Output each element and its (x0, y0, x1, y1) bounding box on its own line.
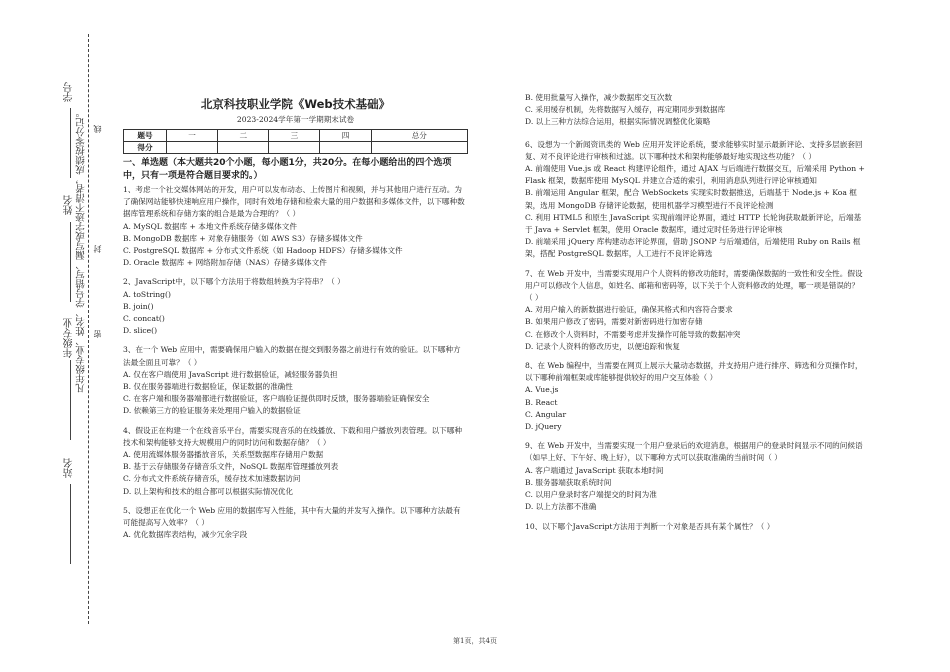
option[interactable]: A. 仅在客户端使用 JavaScript 进行数据验证，减轻服务器负担 (123, 369, 338, 379)
option[interactable]: C. PostgreSQL 数据库 + 分布式文件系统（如 Hadoop HDFS）存储多媒体文件 (123, 246, 403, 256)
score-cell: 一 (167, 130, 218, 142)
score-table (123, 129, 468, 154)
question-stem: 7、在 Web 开发中，当需要实现用户个人资料的修改功能时，需要确保数据的一致性和安全性。假设用户可以修改个人信息，如姓名、邮箱和密码等，以下关于个人资料修改的处理，哪一项是错误的？（ ） (525, 268, 863, 303)
option[interactable]: C. 以用户登录时客户端提交的时间为准 (525, 490, 657, 500)
option[interactable]: D. Oracle 数据库 + 网络附加存储（NAS）存储多媒体文件 (123, 258, 327, 268)
score-input-cell[interactable] (269, 142, 320, 154)
section-heading: 一、单选题（本大题共20个小题，每小题1分，共20分。在每小题给出的四个选项中，只有一项是符合题目要求的。） (123, 158, 452, 181)
option[interactable]: B. 服务器端获取系统时间 (525, 477, 612, 487)
option[interactable]: A. 优化数据库表结构，减少冗余字段 (123, 530, 248, 540)
option[interactable]: C. 利用 HTML5 和原生 JavaScript 实现前端评论界面，通过 HTTP 长轮询获取最新评论，后端基于 Java + Servlet 框架，使用 Oracle 数据库，通过定时任务进行评论审核 (525, 212, 862, 235)
question-3 (123, 344, 468, 417)
name-field[interactable] (70, 222, 71, 302)
name-label: 姓名 (64, 195, 75, 215)
question-7 (525, 268, 865, 353)
question-1 (123, 184, 468, 269)
option[interactable]: D. 前端采用 jQuery 库构建动态评论界面，借助 JSONP 与后端通信，后端使用 Ruby on Rails 框架，搭配 PostgreSQL 数据库，人工进行不良评论筛选 (525, 237, 861, 259)
option[interactable]: C. 在修改个人资料时，不需要考虑并发操作可能导致的数据冲突 (525, 329, 741, 339)
option[interactable]: B. 使用批量写入操作，减少数据库交互次数 (525, 93, 673, 102)
seal-mark-xian: 线 (93, 125, 102, 133)
question-stem: 1、考虑一个社交媒体网站的开发，用户可以发布动态、上传图片和视频，并与其他用户进行互动。为了确保网站能够快速响应用户操作，同时有效地存储和检索大量的用户数据和多媒体文件，以下哪种数据库管理系统和存储方案的组合是最为合理的？（ ） (123, 185, 465, 219)
score-cell: 二 (218, 130, 269, 142)
question-5-continued (525, 92, 865, 129)
student-id-field[interactable] (70, 108, 71, 178)
left-column (123, 96, 468, 541)
score-cell: 总分 (371, 130, 467, 142)
site-name-field[interactable] (70, 484, 71, 564)
question-stem: 3、在一个 Web 应用中，需要确保用户输入的数据在提交到服务器之前进行有效的验证。以下哪种方法最全面且可靠？（ ） (123, 345, 461, 367)
question-9 (525, 440, 865, 513)
option[interactable]: B. 仅在服务器端进行数据验证，保证数据的准确性 (123, 382, 293, 392)
score-table-score-row (124, 142, 468, 154)
option[interactable]: C. 在客户端和服务器端都进行数据验证，客户端验证提供即时反馈，服务器端验证确保安全 (123, 394, 430, 404)
student-id-label: 学号 (64, 82, 75, 102)
binding-notice: 凡年级专业、姓名、学号错写、漏写或字迹不清者，成绩按零分记。 (76, 108, 87, 393)
score-cell: 三 (269, 130, 320, 142)
option[interactable]: B. MongoDB 数据库 + 对象存储服务（如 AWS S3）存储多媒体文件 (123, 233, 363, 243)
option[interactable]: A. 前端使用 Vue.js 或 React 构建评论组件，通过 AJAX 与后端进行数据交互，后端采用 Python + Flask 框架，数据库使用 MySQL 并建立合适的索引，利用消息队列进行评论审核通知 (525, 164, 865, 186)
option[interactable]: C. 分布式文件系统存储音乐，缓存技术加速数据访问 (123, 474, 301, 484)
question-4 (123, 425, 468, 498)
exam-subtitle: 2023-2024学年第一学期期末试卷 (236, 115, 355, 124)
class-major-field[interactable] (70, 360, 71, 440)
question-10 (525, 521, 865, 533)
option[interactable]: B. 如果用户修改了密码，需要对新密码进行加密存储 (525, 317, 703, 327)
question-5 (123, 505, 468, 542)
question-stem: 5、设想正在优化一个 Web 应用的数据库写入性能，其中有大量的并发写入操作。以下哪种方法最有可能提高写入效率？（ ） (123, 505, 461, 528)
option[interactable]: C. concat() (123, 314, 165, 324)
option[interactable]: A. Vue.js (525, 385, 559, 395)
option[interactable]: A. 使用流媒体服务器播放音乐，关系型数据库存储用户数据 (123, 450, 324, 460)
score-input-cell[interactable] (320, 142, 371, 154)
option[interactable]: D. jQuery (525, 422, 562, 432)
option[interactable]: D. 以上方法都不准确 (525, 502, 597, 512)
exam-title: 北京科技职业学院《Web技术基础》 (200, 97, 391, 111)
option[interactable]: A. 客户端通过 JavaScript 获取本地时间 (525, 465, 664, 475)
option[interactable]: B. React (525, 397, 558, 407)
option[interactable]: D. 以上架构和技术的组合都可以根据实际情况优化 (123, 486, 294, 496)
question-stem: 2、JavaScript中，以下哪个方法用于将数组转换为字符串？（ ） (123, 277, 345, 287)
right-column (525, 92, 865, 533)
seal-dashed-line (88, 34, 89, 624)
option[interactable]: B. join() (123, 301, 154, 311)
option[interactable]: C. 采用缓存机制，先将数据写入缓存，再定期同步到数据库 (525, 105, 726, 115)
option[interactable]: A. toString() (123, 289, 171, 299)
score-table-header-row (124, 130, 468, 142)
question-stem: 10、以下哪个JavaScript方法用于判断一个对象是否具有某个属性？（ ） (525, 521, 775, 531)
option[interactable]: D. 记录个人资料的修改历史，以便追踪和恢复 (525, 341, 680, 351)
score-input-cell[interactable] (218, 142, 269, 154)
question-stem: 8、在 Web 编程中，当需要在网页上展示大量动态数据，并支持用户进行排序、筛选和分页操作时，以下哪种前端框架或库能够提供较好的用户交互体验（ ） (525, 361, 863, 383)
seal-mark-feng: 封 (93, 245, 102, 253)
option[interactable]: D. 以上三种方法综合运用，根据实际情况调整优化策略 (525, 117, 711, 127)
question-stem: 6、设想为一个新闻资讯类的 Web 应用开发评论系统，要求能够实时显示最新评论、支持多层嵌套回复、对不良评论进行审核和过滤。以下哪种技术和架构能够最好地实现这些功能？（ ） (525, 139, 863, 161)
question-2 (123, 276, 468, 337)
class-major-label: 年级专业 (64, 318, 75, 358)
question-6 (525, 139, 865, 261)
option[interactable]: A. MySQL 数据库 + 本地文件系统存储多媒体文件 (123, 221, 297, 231)
option[interactable]: D. 依赖第三方的验证服务来处理用户输入的数据验证 (123, 406, 301, 416)
question-8 (525, 360, 865, 433)
score-cell: 题号 (124, 130, 167, 142)
score-input-cell[interactable] (371, 142, 467, 154)
seal-mark-mi: 密 (93, 330, 102, 338)
option[interactable]: B. 基于云存储服务存储音乐文件，NoSQL 数据库管理播放列表 (123, 462, 339, 472)
score-cell: 得分 (124, 142, 167, 154)
site-name-label: 站名 (64, 458, 75, 478)
option[interactable]: B. 前端运用 Angular 框架，配合 WebSockets 实现实时数据推送，后端基于 Node.js + Koa 框架，选用 MongoDB 存储评论数据，使用机器学习模型进行不良评论检测 (525, 188, 857, 210)
score-cell: 四 (320, 130, 371, 142)
question-stem: 9、在 Web 开发中，当需要实现一个用户登录后的欢迎消息，根据用户的登录时间显示不同的问候语（如早上好、下午好、晚上好），以下哪种方式可以获取准确的当前时间（ ） (525, 441, 863, 463)
option[interactable]: A. 对用户输入的新数据进行验证，确保其格式和内容符合要求 (525, 305, 733, 315)
question-stem: 4、假设正在构建一个在线音乐平台，需要实现音乐的在线播放、下载和用户播放列表管理。以下哪种技术和架构能够支持大规模用户的同时访问和数据存储？（ ） (123, 425, 462, 447)
option[interactable]: C. Angular (525, 409, 567, 419)
binding-margin (0, 0, 110, 672)
option[interactable]: D. slice() (123, 326, 158, 336)
score-input-cell[interactable] (167, 142, 218, 154)
page-footer: 第1页，共4页 (453, 637, 497, 645)
